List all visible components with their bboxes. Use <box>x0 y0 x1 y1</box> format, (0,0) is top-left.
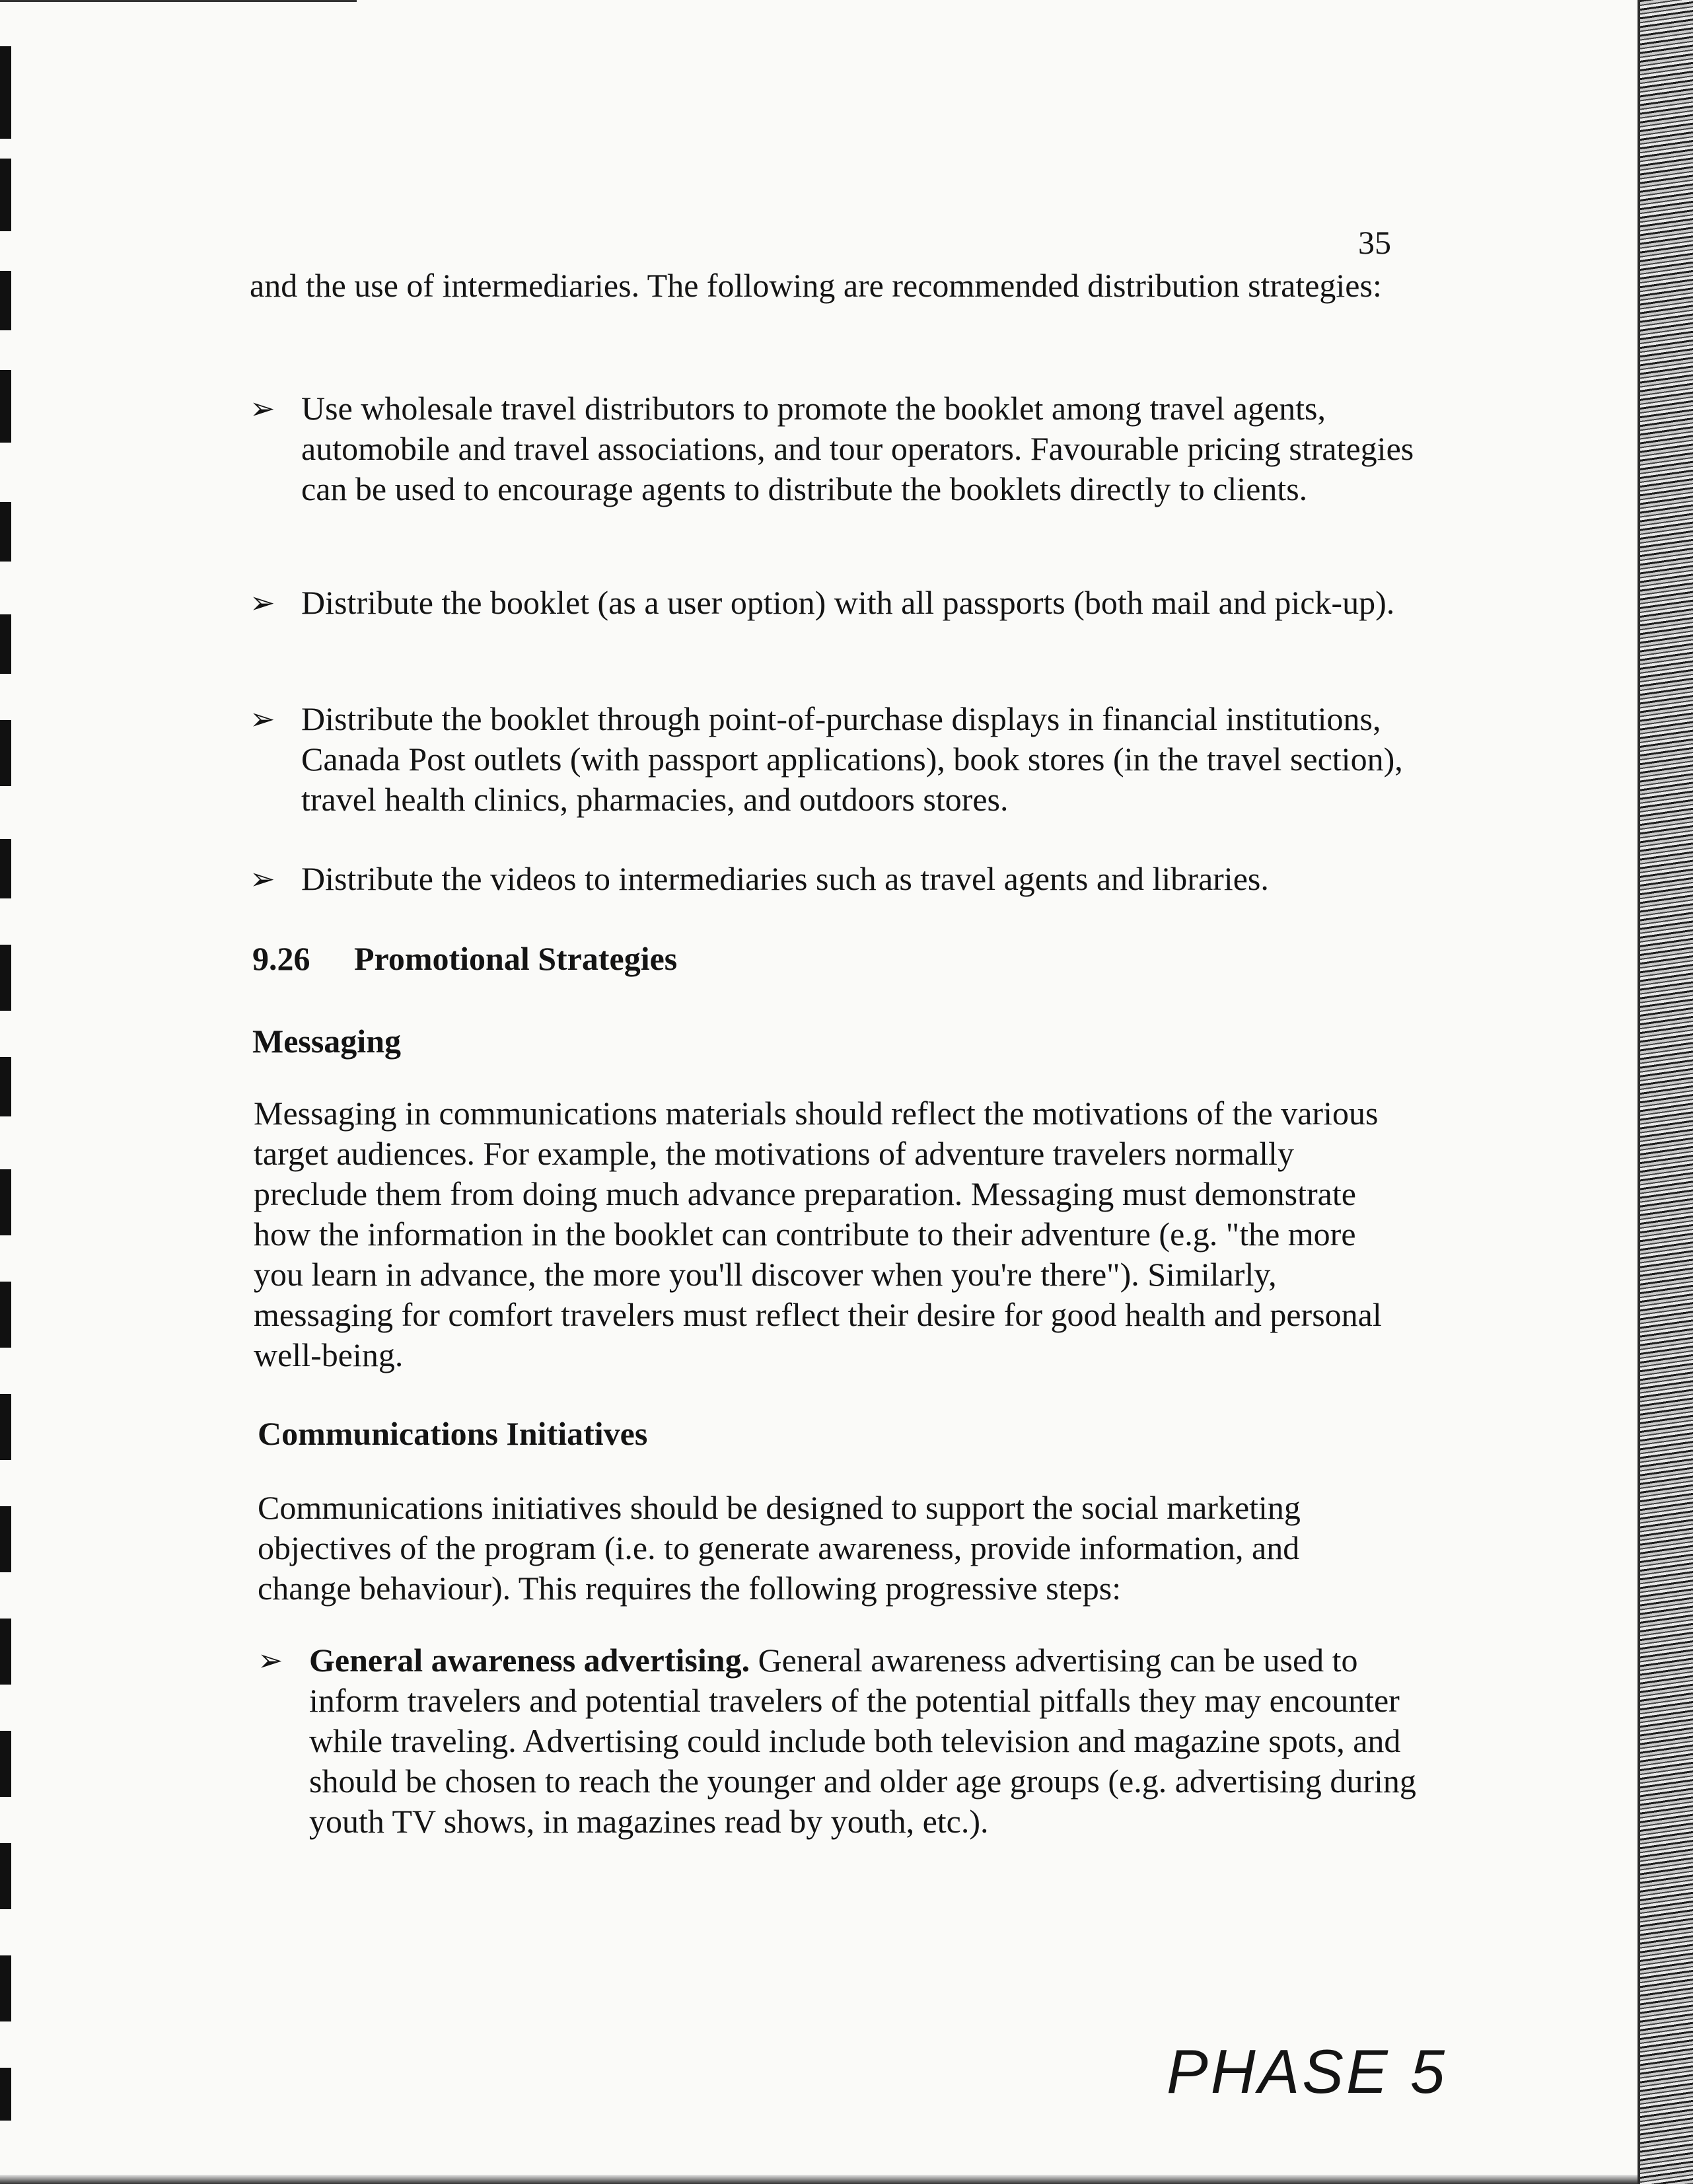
bullet-text: Distribute the booklet through point-of-purchase displays in financial institutions, Canada Post outlets (with passport applications), book stores (in the travel section), travel health clinics, pharmacies, and outdoors stores. <box>301 700 1403 818</box>
phase-footer: PHASE 5 <box>1167 2037 1448 2106</box>
bullet-text: Distribute the booklet (as a user option) with all passports (both mail and pick-up). <box>301 584 1395 621</box>
arrow-bullet-icon: ➢ <box>250 392 275 425</box>
list-item <box>250 859 1419 899</box>
binding-mark <box>0 839 11 898</box>
bullet-lead: General awareness advertising. <box>309 1642 750 1679</box>
communications-paragraph: Communications initiatives should be designed to support the social marketing objectives of the program (i.e. to generate awareness, provide information, and change behaviour). This requires the following progressive steps: <box>258 1489 1301 1607</box>
binding-mark <box>0 614 11 674</box>
binding-mark <box>0 1619 11 1685</box>
binding-mark <box>0 945 11 1011</box>
binding-mark <box>0 1731 11 1797</box>
communications-heading: Communications Initiatives <box>258 1415 648 1452</box>
arrow-bullet-icon: ➢ <box>250 862 275 896</box>
binding-mark <box>0 271 11 330</box>
section-title: Promotional Strategies <box>354 940 678 977</box>
top-scan-rule <box>0 0 357 2</box>
binding-mark <box>0 159 11 231</box>
binding-mark <box>0 2068 11 2121</box>
list-item <box>250 699 1419 820</box>
binding-mark <box>0 1506 11 1572</box>
binding-mark <box>0 502 11 562</box>
binding-mark <box>0 1169 11 1235</box>
bullet-text <box>309 1640 1427 1842</box>
binding-marks <box>0 0 16 2184</box>
binding-mark <box>0 1394 11 1460</box>
binding-mark <box>0 1955 11 2021</box>
messaging-paragraph: Messaging in communications materials should reflect the motivations of the various target audiences. For example, the motivations of adventure travelers normally preclude them from doing much advance preparation. Messaging must demonstrate how the information in the booklet can contribute to their adventure (e.g. "the more you learn in advance, the more you'll discover when you're there"). Similarly, messaging for comfort travelers must reflect their desire for good health and personal well-being. <box>254 1095 1382 1373</box>
binding-mark <box>0 370 11 443</box>
binding-mark <box>0 1843 11 1909</box>
intro-paragraph: and the use of intermediaries. The following are recommended distribution strategies: <box>250 267 1382 304</box>
bullet-text: Use wholesale travel distributors to promote the booklet among travel agents, automobile and travel associations, and tour operators. Favourable pricing strategies can be used to encourage agents to distribute the booklets directly to clients. <box>301 390 1414 507</box>
bottom-scan-edge <box>0 2175 1638 2184</box>
arrow-bullet-icon: ➢ <box>250 702 275 736</box>
binding-mark <box>0 46 11 139</box>
section-number: 9.26 <box>252 940 310 977</box>
bullet-text: Distribute the videos to intermediaries such as travel agents and libraries. <box>301 860 1269 897</box>
arrow-bullet-icon: ➢ <box>250 586 275 620</box>
bullet-body: General awareness advertising can be used to inform travelers and potential travelers of the potential pitfalls they may encounter while traveling. Advertising could include both television and magazine spots, and should be chosen to reach the younger and older age groups (e.g. advertising during youth TV shows, in magazines read by youth, etc.). <box>309 1642 1416 1840</box>
messaging-heading: Messaging <box>252 1023 401 1060</box>
list-item <box>258 1640 1427 1842</box>
list-item <box>250 388 1419 509</box>
scan-edge <box>1640 0 1693 2184</box>
arrow-bullet-icon: ➢ <box>258 1644 283 1677</box>
binding-mark <box>0 1057 11 1116</box>
binding-mark <box>0 720 11 786</box>
binding-mark <box>0 1282 11 1348</box>
list-item <box>250 583 1419 623</box>
page-number: 35 <box>1358 224 1391 261</box>
